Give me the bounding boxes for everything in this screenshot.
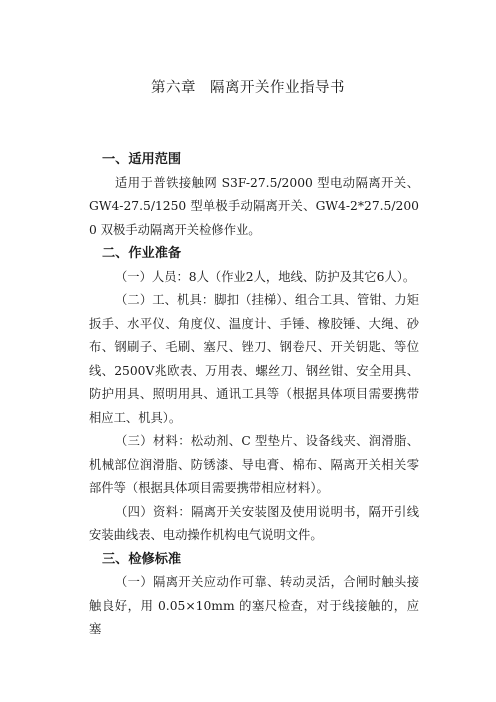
chapter-title [0, 76, 496, 97]
chapter-name: 隔离开关作业指导书 [210, 80, 345, 96]
chapter-number: 第六章 [151, 80, 196, 96]
documents-paragraph: （四）资料：隔离开关安装图及使用说明书，隔开引线安装曲线表、电动操作机构电气说明文件。 [89, 504, 419, 542]
section-heading-preparation: 二、作业准备 [102, 246, 182, 261]
personnel-paragraph: （一）人员：8人（作业2人，地线、防护及其它6人）。 [115, 269, 416, 284]
scope-paragraph: 适用于普铁接触网 S3F-27.5/2000 型电动隔离开关、GW4-27.5/1250 型单极手动隔离开关、GW4-2*27.5/2000 双极手动隔离开关检修作业。 [89, 175, 419, 237]
section-heading-standards: 三、检修标准 [102, 551, 182, 567]
tools-paragraph: （二）工、机具：脚扣（挂梯）、组合工具、管钳、力矩扳手、水平仪、角度仪、温度计、手锤、橡胶锤、大绳、砂布、钢刷子、毛刷、塞尺、锉刀、钢卷尺、开关钥匙、等位线、2500V兆欧表、万用表、螺丝刀、钢丝钳、安全用具、防护用具、照明用具、通讯工具等（根据具体项目需要携带相应工、机具）。 [89, 293, 419, 425]
materials-paragraph: （三）材料：松动剂、C 型垫片、设备线夹、润滑脂、机械部位润滑脂、防锈漆、导电膏、棉布、隔离开关相关零部件等（根据具体项目需要携带相应材料）。 [89, 434, 419, 495]
standards-paragraph: （一）隔离开关应动作可靠、转动灵活，合闸时触头接触良好，用 0.05×10mm 的塞尺检查，对于线接触的，应塞 [89, 575, 419, 636]
section-heading-scope: 一、适用范围 [102, 152, 182, 167]
document-body [89, 148, 419, 642]
